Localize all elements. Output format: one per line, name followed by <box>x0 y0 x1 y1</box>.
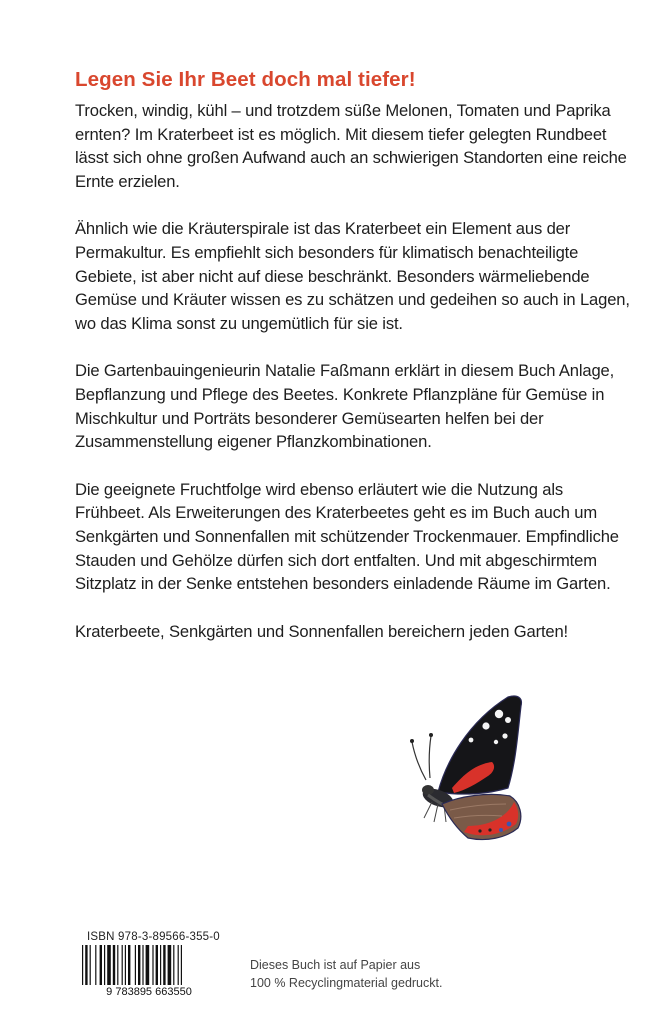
recycling-note-line-2: 100 % Recyclingmaterial gedruckt. <box>250 976 443 990</box>
butterfly-illustration <box>368 692 533 852</box>
recycling-note <box>250 956 442 992</box>
body-text <box>75 99 635 667</box>
recycling-note-line-1: Dieses Buch ist auf Papier aus <box>250 958 421 972</box>
paragraph-4: Die geeignete Fruchtfolge wird ebenso erläutert wie die Nutzung als Frühbeet. Als Erweiterungen des Kraterbeetes geht es im Buch auch um Senkgärten und Sonnenfallen mit schützender Trockenmauer. Empfindliche Stauden und Gehölze dürfen sich dort entfalten. Und mit abgeschirmtem Sitzplatz in der Senke entstehen besonders einladende Räume im Garten. <box>75 479 619 594</box>
isbn-number: ISBN 978-3-89566-355-0 <box>87 931 220 943</box>
barcode-digits: 9 783895 663550 <box>106 986 192 997</box>
paragraph-3: Die Gartenbauingenieurin Natalie Faßmann erklärt in diesem Buch Anlage, Bepflanzung und Pflege des Beetes. Konkrete Pflanzpläne für Gemüse in Mischkultur und Porträts besonderer Gemüsearten helfen bei der Zusammenstellung eigener Pflanzkombinationen. <box>75 361 615 452</box>
barcode <box>74 945 224 997</box>
paragraph-5: Kraterbeete, Senkgärten und Sonnenfallen bereichern jeden Garten! <box>75 621 569 641</box>
headline: Legen Sie Ihr Beet doch mal tiefer! <box>75 68 416 91</box>
paragraph-2: Ähnlich wie die Kräuterspirale ist das Kraterbeet ein Element aus der Permakultur. Es empfiehlt sich besonders für klimatisch benachteiligte Gebiete, ist aber nicht auf diese beschränkt. Besonders wärmeliebende Gemüse und Kräuter wissen es zu schätzen und gedeihen so auch in Lagen, wo das Klima sonst zu ungemütlich für sie ist. <box>75 219 630 334</box>
paragraph-1: Trocken, windig, kühl – und trotzdem süße Melonen, Tomaten und Paprika ernten? Im Kraterbeet ist es möglich. Mit diesem tiefer gelegten Rundbeet lässt sich ohne großen Aufwand auch an schwierigen Standorten eine reiche Ernte erzielen. <box>75 101 627 192</box>
